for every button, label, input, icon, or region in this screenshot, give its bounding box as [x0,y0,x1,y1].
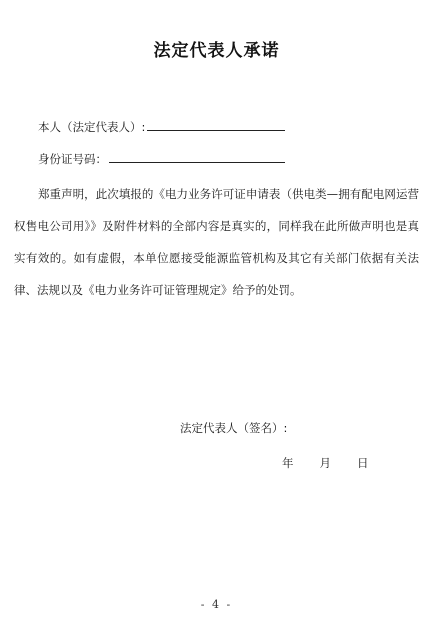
date-day: 日 [357,456,369,470]
document-title: 法定代表人承诺 [153,41,280,61]
name-blank [147,118,285,131]
declaration-paragraph: 郑重声明，此次填报的《电力业务许可证申请表（供电类—拥有配电网运营权售电公司用》》及附件材料的全部内容是真实的，同样我在此所做声明也是真实有效的。如有虚假，本单位愿接受能源监管机构及其它有关部门依据有关法律、法规以及《电力业务许可证管理规定》给予的处罚。 [14,187,419,297]
id-label: 身份证号码： [38,152,107,166]
id-blank [109,150,285,163]
legal-representative-name-line [38,118,285,135]
name-label: 本人（法定代表人）: [38,120,146,134]
id-number-line [38,150,285,167]
page-number: - 4 - [200,598,233,611]
signature-label: 法定代表人（签名）: [180,421,288,435]
date-month: 月 [319,456,331,470]
date-year: 年 [282,456,294,470]
date-line [282,455,369,471]
